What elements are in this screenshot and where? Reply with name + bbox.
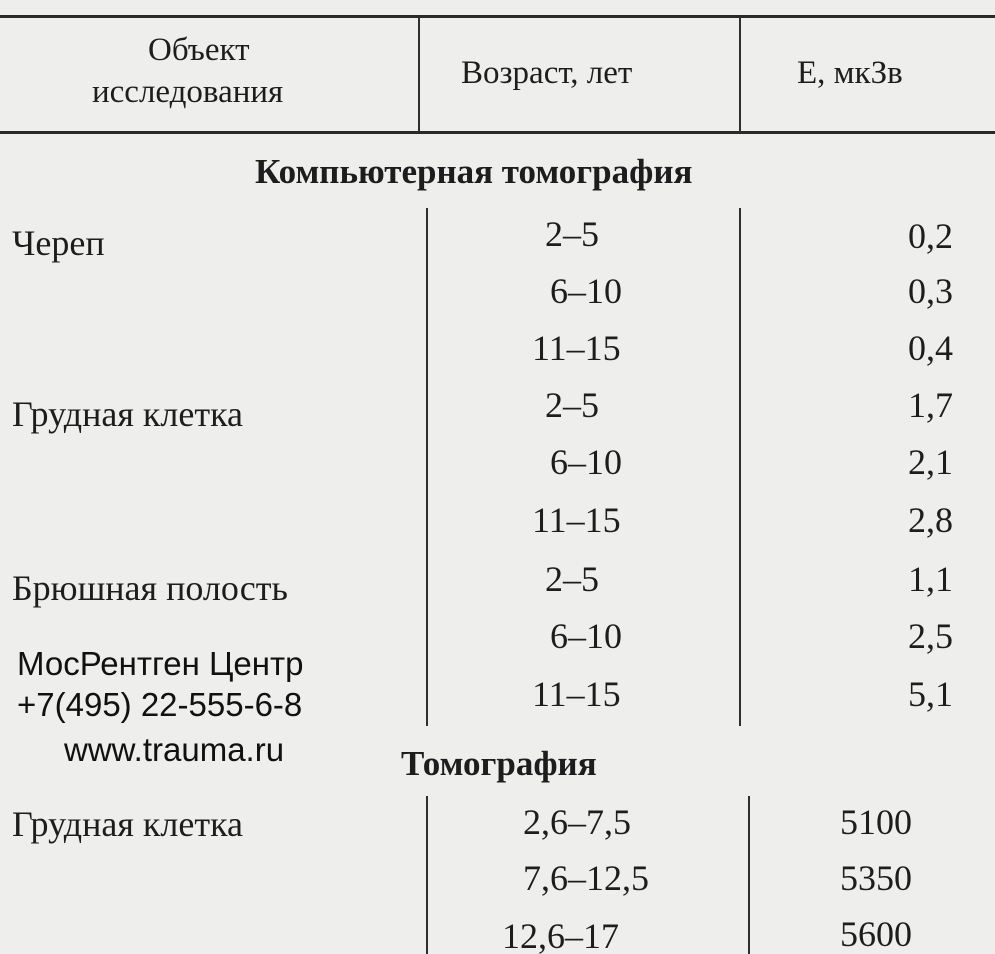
header-age: Возраст, лет (461, 55, 633, 91)
ct-row-6-age: 11–15 (532, 500, 621, 540)
tomo-row-3-age: 12,6–17 (502, 916, 619, 954)
ct-row-3-age: 11–15 (532, 328, 621, 368)
header-object-line1: Объект (148, 32, 250, 68)
tomo-divider-1 (426, 796, 428, 954)
header-dose: E, мкЗв (797, 55, 903, 91)
ct-row-4-dose: 1,7 (908, 385, 953, 425)
ct-row-7-dose: 1,1 (908, 559, 953, 599)
ct-row-1-dose: 0,2 (908, 216, 953, 256)
ct-row-4-age: 2–5 (545, 385, 599, 425)
section-title-tomography: Томография (401, 744, 597, 783)
ct-row-2-dose: 0,3 (908, 271, 953, 311)
ct-row-9-dose: 5,1 (908, 674, 953, 714)
tomo-divider-2 (748, 796, 750, 954)
header-top-rule (0, 15, 995, 18)
ct-row-9-age: 11–15 (532, 674, 621, 714)
tomo-row-1-object: Грудная клетка (12, 804, 244, 844)
tomo-row-2-dose: 5350 (840, 858, 912, 898)
tomo-row-3-dose: 5600 (840, 914, 912, 954)
header-divider-1 (418, 17, 420, 132)
ct-row-1-age: 2–5 (545, 214, 599, 254)
ct-row-4-object: Грудная клетка (12, 394, 244, 434)
ct-row-1-object: Череп (12, 223, 105, 263)
header-bottom-rule (0, 131, 995, 134)
ct-row-8-dose: 2,5 (908, 616, 953, 656)
ct-row-2-age: 6–10 (550, 271, 622, 311)
ct-row-3-dose: 0,4 (908, 328, 953, 368)
ct-divider-1 (426, 208, 428, 726)
ct-row-6-dose: 2,8 (908, 500, 953, 540)
tomo-row-1-dose: 5100 (840, 802, 912, 842)
watermark-line3: www.trauma.ru (64, 731, 285, 768)
watermark-line1: МосРентген Центр (17, 645, 304, 682)
tomo-row-1-age: 2,6–7,5 (523, 802, 631, 842)
watermark-line2: +7(495) 22-555-6-8 (17, 686, 303, 723)
ct-row-5-age: 6–10 (550, 442, 622, 482)
ct-row-7-age: 2–5 (545, 559, 599, 599)
header-object-line2: исследования (92, 74, 284, 110)
section-title-ct: Компьютерная томография (255, 152, 693, 191)
header-divider-2 (739, 17, 741, 132)
ct-row-5-dose: 2,1 (908, 442, 953, 482)
tomo-row-2-age: 7,6–12,5 (523, 858, 649, 898)
ct-row-7-object: Брюшная полость (12, 568, 288, 608)
ct-divider-2 (739, 208, 741, 726)
ct-row-8-age: 6–10 (550, 616, 622, 656)
